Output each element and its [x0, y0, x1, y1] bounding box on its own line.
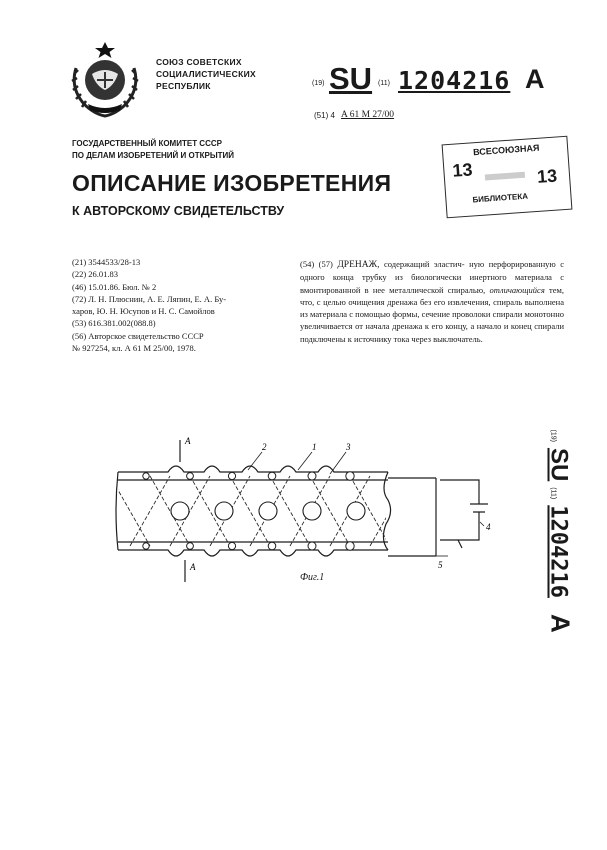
committee-line-1: ГОСУДАРСТВЕННЫЙ КОМИТЕТ СССР	[72, 139, 222, 148]
abstract-rest: тем, что, с целью очищения дренажа без его извлечения, спираль выполнена из материала с помощью формы, сечение проволоки спирали монотонно увеличивается от начала дренажа к его концу, а начало и конец спирали подключены к источнику тока через выключатель.	[300, 284, 565, 344]
patent-kind: A	[525, 64, 545, 94]
section-label-bottom: A	[190, 562, 196, 572]
part-label-1: 1	[312, 442, 317, 452]
abstract-title-word: ДРЕНАЖ,	[337, 260, 380, 270]
part-label-5: 5	[438, 560, 443, 570]
stamp-number-left: 13	[451, 159, 474, 181]
union-line-2: СОЦИАЛИСТИЧЕСКИХ	[156, 69, 256, 79]
perforation-holes	[171, 502, 365, 520]
stamp-line-3: БИБЛИОТЕКА	[472, 191, 529, 205]
stamp-smudge	[485, 172, 525, 181]
side-kind: A	[545, 613, 576, 633]
power-circuit	[440, 480, 488, 548]
part-label-3: 3	[346, 442, 351, 452]
ipc-class: A 61 M 27/00	[341, 110, 395, 120]
document-subtitle: К АВТОРСКОМУ СВИДЕТЕЛЬСТВУ	[72, 204, 285, 218]
abstract-code: (54) (57)	[300, 259, 333, 269]
ussr-emblem-icon	[64, 38, 146, 120]
side-code-11: (11)	[549, 487, 557, 500]
biblio-line: харов, Ю. Н. Юсупов и Н. С. Самойлов	[72, 306, 215, 317]
figure-caption: Фиг.1	[300, 572, 325, 583]
library-stamp	[442, 136, 573, 219]
side-patent-id	[540, 424, 580, 674]
abstract	[300, 258, 564, 345]
union-line-3: РЕСПУБЛИК	[156, 81, 211, 91]
code-51: (51) 4	[314, 111, 335, 120]
biblio-line: (22) 26.01.83	[72, 269, 119, 280]
biblio-line: (21) 3544533/28-13	[72, 257, 141, 267]
biblio-line: (56) Авторское свидетельство СССР	[72, 330, 204, 341]
state-emblem	[64, 38, 146, 120]
committee-name	[72, 138, 234, 162]
stamp-number-right: 13	[536, 165, 558, 187]
abstract-intro: ную перфорированную с одного конца трубку из биологически инертного материала с вмонтированной в нее металлической спиралью,	[300, 259, 564, 295]
abstract-lead-tail: содержащий эластич-	[384, 259, 465, 269]
side-country: SU	[545, 447, 573, 482]
part-label-2: 2	[262, 442, 267, 452]
side-number: 1204216	[545, 505, 571, 598]
drainage-drawing	[0, 420, 540, 590]
code-19: (19)	[312, 80, 325, 87]
committee-line-2: ПО ДЕЛАМ ИЗОБРЕТЕНИЙ И ОТКРЫТИЙ	[72, 151, 235, 160]
biblio-line: № 927254, кл. А 61 М 25/00, 1978.	[72, 343, 196, 354]
code-11: (11)	[378, 80, 390, 87]
document-title: ОПИСАНИЕ ИЗОБРЕТЕНИЯ	[72, 170, 392, 196]
biblio-line: (53) 616.381.002(088.8)	[72, 318, 156, 329]
union-name	[156, 56, 256, 92]
patent-number: 1204216	[398, 66, 511, 95]
biblio-line: (46) 15.01.86. Бюл. № 2	[72, 281, 157, 292]
abstract-distinguishing: отличающийся	[489, 284, 545, 295]
abstract-lead	[300, 259, 465, 269]
side-id-text	[545, 430, 576, 670]
side-code-19: (19)	[549, 429, 557, 442]
part-label-4: 4	[486, 522, 491, 532]
biblio-line: (72) Л. Н. Плюснин, А. Е. Ляпин, Е. А. Бу-	[72, 293, 227, 304]
country-code: SU	[329, 61, 373, 96]
bibliographic-data	[72, 256, 226, 354]
stamp-line-1: ВСЕСОЮЗНАЯ	[472, 142, 540, 158]
section-label-top: A	[185, 436, 191, 446]
union-line-1: СОЮЗ СОВЕТСКИХ	[156, 57, 242, 67]
